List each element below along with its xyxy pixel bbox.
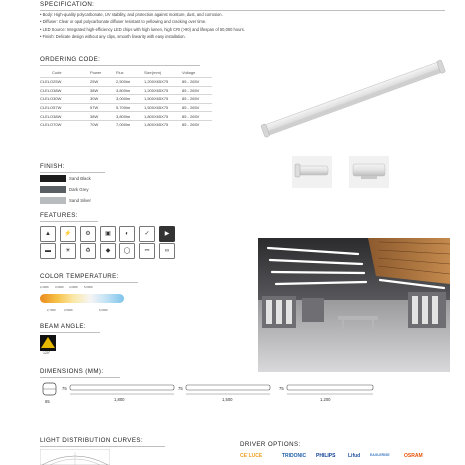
cell: 1,200X65X75: [144, 86, 182, 95]
cell: 2,500lm: [116, 78, 144, 87]
cell: 1,200X65X75: [144, 78, 182, 87]
cell: CLELO70W: [40, 120, 90, 128]
beam-angle-value: 120°: [43, 351, 51, 355]
length-label: 1,500: [222, 397, 233, 402]
cell: 38W: [90, 86, 116, 95]
ordering-table: [40, 68, 212, 129]
temperature-icon: ◯: [119, 243, 135, 259]
divider: [40, 446, 165, 447]
driver-logo-eaglerise: EAGLERISE: [370, 453, 390, 457]
ordering-code-heading: ORDERING CODE:: [40, 56, 101, 63]
arrow-badge-icon: ▶: [159, 226, 175, 242]
light-distribution-curve: [40, 449, 110, 465]
divider: [40, 65, 200, 66]
finish-label: Sand Black: [69, 176, 91, 181]
cell: 1,800X65X75: [144, 120, 182, 128]
finish-label: Dark Grey: [69, 187, 89, 192]
ct-label: 4,000K: [69, 285, 78, 289]
product-image-end-detail: [292, 156, 332, 188]
ct-label: 6,000K: [99, 308, 108, 312]
length-label: 1,800: [114, 397, 125, 402]
cell: 85 - 265V: [182, 120, 212, 128]
cell: 85 - 265V: [182, 103, 212, 112]
spec-item: • Diffuser: Clear or opal polycarbonate diffuser resistant to yellowing and cracking over time.: [40, 19, 207, 25]
col-header: Voltage: [182, 70, 196, 75]
sun-icon: ☀: [60, 243, 76, 259]
lightning-icon: ⚡: [60, 226, 76, 242]
product-image-side-detail: [349, 156, 389, 188]
driver-options-heading: DRIVER OPTIONS:: [240, 441, 301, 448]
height-label: 75: [62, 386, 67, 391]
cell: 1,800X65X75: [144, 112, 182, 121]
spec-item: • Body: High-quality polycarbonate, UV stability, and protection against moisture, dust, and corrosion.: [40, 12, 223, 17]
dimensions-heading: DIMENSIONS (MM):: [40, 368, 104, 375]
cell: 25W: [90, 78, 116, 87]
table-row: [40, 78, 212, 87]
gauge-icon: ◐: [119, 226, 135, 242]
col-header: Power: [90, 70, 102, 75]
height-label: 75: [279, 386, 284, 391]
length-label: 1,200: [320, 397, 331, 402]
beam-angle-heading: BEAM ANGLE:: [40, 323, 87, 330]
installation-photo: [258, 238, 450, 372]
driver-logo-osram: OSRAM: [404, 453, 423, 459]
features-heading: FEATURES:: [40, 212, 78, 219]
gear-icon: ⚙: [80, 226, 96, 242]
ct-label: 3,000K: [55, 285, 64, 289]
height-label: 75: [178, 386, 183, 391]
shield-icon: ▲: [40, 226, 56, 242]
divider: [40, 377, 120, 378]
cell: CLELO38W: [40, 112, 90, 121]
cell: 85 - 265V: [182, 95, 212, 104]
spec-item: • LED Source: Integrated high-efficiency LED chips with high lumen, high CRI (>90) and lifespan of 50,000 hours.: [40, 26, 245, 32]
spec-list: [40, 11, 245, 40]
divider: [40, 332, 100, 333]
divider: [40, 172, 105, 173]
cell: 85 - 265V: [182, 86, 212, 95]
plug-icon: ⎓: [139, 243, 155, 259]
chip-icon: ▣: [100, 226, 116, 242]
table-row: [40, 95, 212, 104]
color-temperature-bar: [40, 294, 124, 303]
cell: 5,700lm: [116, 103, 144, 112]
cell: CLELO30W: [40, 95, 90, 104]
fixture-icon: ▬: [40, 243, 56, 259]
specification-heading: SPECIFICATION:: [40, 1, 95, 8]
cell: 38W: [90, 112, 116, 121]
light-distribution-heading: LIGHT DISTRIBUTION CURVES:: [40, 437, 143, 444]
col-header: Code: [52, 70, 62, 75]
divider: [40, 282, 138, 283]
col-header: Flux: [116, 70, 124, 75]
cell: CLELO25W: [40, 78, 90, 87]
cell: 1,500X65X75: [144, 95, 182, 104]
divider: [40, 221, 98, 222]
cell: 85 - 265V: [182, 112, 212, 121]
col-header: Size(mm): [144, 70, 162, 75]
drop-icon: ◆: [100, 243, 116, 259]
recycle-icon: ♻: [80, 243, 96, 259]
cell: 57W: [90, 103, 116, 112]
cross-section-drawing: [40, 381, 60, 403]
certification-icon: ✓: [139, 226, 155, 242]
cell: 30W: [90, 95, 116, 104]
width-label: 65: [45, 399, 50, 404]
cell: 1,500X65X75: [144, 103, 182, 112]
ct-label: 5,000K: [84, 285, 93, 289]
driver-logo-tridonic: TRIDONIC: [282, 453, 307, 459]
cell: 85 - 265V: [182, 78, 212, 87]
finish-swatch-grey: [40, 186, 66, 193]
link-icon: ∞: [159, 243, 175, 259]
ct-label: 2,700K: [47, 308, 56, 312]
table-row: [40, 86, 212, 95]
finish-swatch-silver: [40, 197, 66, 204]
table-row: [40, 112, 212, 121]
ct-label: 2,200K: [40, 285, 49, 289]
cell: 3,800lm: [116, 112, 144, 121]
cell: 70W: [90, 120, 116, 128]
cell: 7,000lm: [116, 120, 144, 128]
finish-swatch-black: [40, 175, 66, 182]
driver-logo-philips: PHILIPS: [316, 453, 336, 459]
ct-label: 3,500K: [64, 308, 73, 312]
table-row: [40, 120, 212, 128]
color-temperature-heading: COLOR TEMPERATURE:: [40, 273, 119, 280]
driver-logo-lifud: Lifud: [348, 453, 361, 459]
cell: CLELO57W: [40, 103, 90, 112]
table-row: [40, 103, 212, 112]
cell: 3,800lm: [116, 86, 144, 95]
finish-heading: FINISH:: [40, 163, 65, 170]
cell: 3,000lm: [116, 95, 144, 104]
driver-logo-celuce: CE´LUCE: [240, 453, 263, 459]
spec-item: • Finish: Delicate design without any clips, smooth linearity with easy installation.: [40, 33, 186, 39]
cell: CLELO38W: [40, 86, 90, 95]
finish-label: Sand Silver: [69, 198, 91, 203]
beam-angle-icon: [40, 335, 56, 351]
